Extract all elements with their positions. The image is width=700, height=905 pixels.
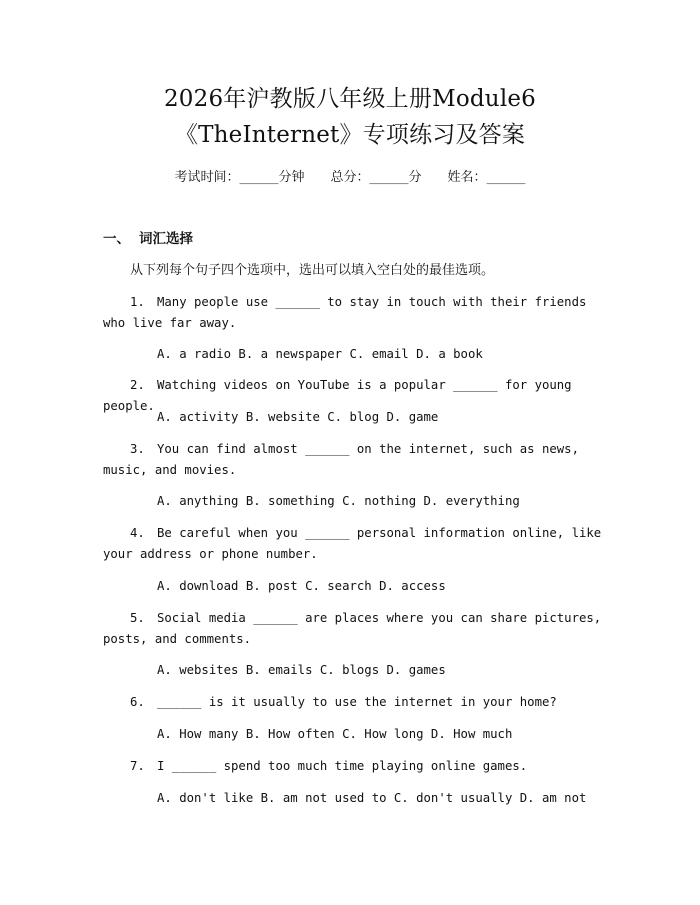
question: [103, 608, 603, 649]
question-text: Be careful when you ______ personal information online, like your address or phone number.: [103, 526, 602, 561]
question-options: A. don't like B. am not used to C. don't usually D. am not: [157, 791, 587, 805]
question-options: A. anything B. something C. nothing D. everything: [157, 494, 520, 508]
question-options: A. How many B. How often C. How long D. How much: [157, 727, 513, 741]
section-title: 词汇选择: [139, 231, 193, 247]
question: [103, 292, 603, 333]
question-number: 4.: [130, 526, 145, 540]
exam-name: 姓名：______: [447, 170, 526, 185]
question-text: Social media ______ are places where you can share pictures, posts, and comments.: [103, 611, 602, 646]
question-text: ______ is it usually to use the internet in your home?: [157, 695, 557, 709]
question-text: I ______ spend too much time playing online games.: [157, 759, 528, 773]
question: [103, 756, 603, 777]
section-heading: [103, 229, 193, 249]
question-text: Many people use ______ to stay in touch with their friends who live far away.: [103, 295, 587, 330]
question-number: 7.: [130, 759, 145, 773]
question-options: A. a radio B. a newspaper C. email D. a book: [157, 347, 483, 361]
question-options: A. activity B. website C. blog D. game: [157, 410, 439, 424]
exam-total-score: 总分：______分: [330, 170, 422, 185]
question: [103, 523, 603, 564]
exam-meta: [0, 168, 700, 188]
question-number: 1.: [130, 295, 145, 309]
question: [103, 439, 603, 480]
question-number: 6.: [130, 695, 145, 709]
question-text: You can find almost ______ on the internet, such as news, music, and movies.: [103, 442, 579, 477]
exam-time: 考试时间：______分钟: [174, 170, 305, 185]
question-text: Watching videos on YouTube is a popular ______ for young people.: [103, 378, 572, 413]
question-number: 5.: [130, 611, 145, 625]
question-options: A. websites B. emails C. blogs D. games: [157, 663, 446, 677]
question: [103, 692, 603, 713]
question-number: 3.: [130, 442, 145, 456]
section-instruction: 从下列每个句子四个选项中，选出可以填入空白处的最佳选项。: [130, 263, 495, 278]
document-title-line-2: 《TheInternet》专项练习及答案: [174, 122, 526, 148]
question-options: A. download B. post C. search D. access: [157, 579, 446, 593]
question-number: 2.: [130, 378, 145, 392]
document-title-line-1: 2026年沪教版八年级上册Module6: [163, 86, 537, 112]
section-number: 一、: [103, 231, 130, 247]
